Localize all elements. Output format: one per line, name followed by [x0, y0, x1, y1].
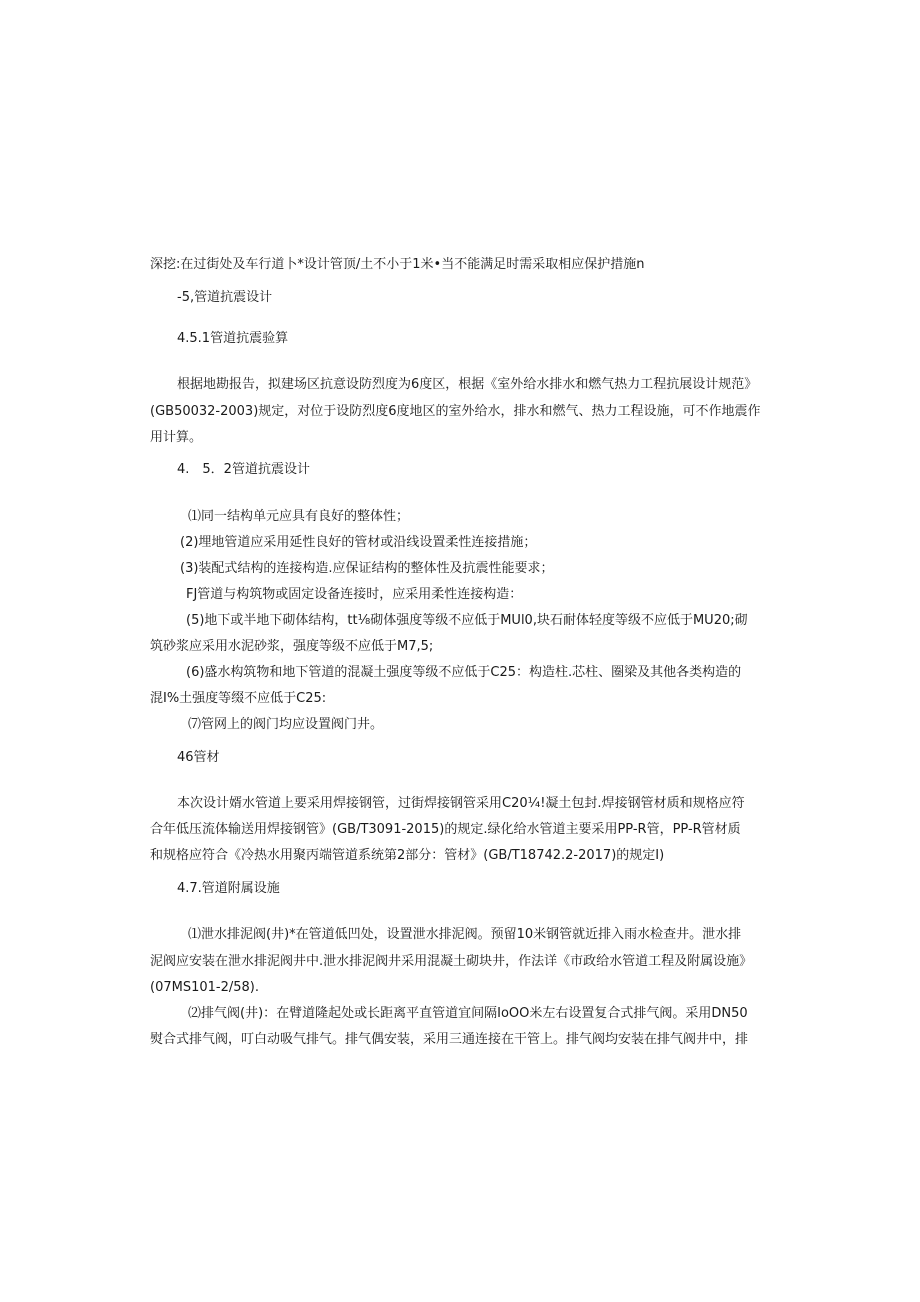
paragraph-line: 合年低压流体输送用焊接钢管》(GB/T3091-2015)的规定.绿化给水管道主要采用PP-R管，PP-R管材质: [150, 822, 741, 837]
paragraph-line: (GB50032-2003)规定，对位于设防烈度6度地区的室外给水，排水和燃气、热力工程设施，可不作地震作: [150, 404, 761, 419]
paragraph-line: 泥阀应安装在泄水排泥阀井中.泄水排泥阀井采用混凝土砌块井，作法详《市政给水管道工程及附属设施》: [150, 954, 753, 969]
list-item: FJ管道与构筑物或固定设备连接时，应采用柔性连接构造：: [186, 587, 523, 602]
list-item-continuation: 筑砂浆应采用水泥砂浆，强度等级不应低于M7,5;: [150, 639, 434, 654]
paragraph-line: 熨合式排气阀，叮白动吸气排气。排气偶安装，采用三通连接在干管上。排气阀均安装在排气阀井中，排: [150, 1032, 749, 1047]
paragraph-line: 本次设计婿水管道上要采用焊接钢管，过街焊接钢管采用C20¼!凝土包封.焊接钢管材质和规格应符: [177, 796, 745, 811]
list-item: (2)埋地管道应采用延性良好的管材或沿线设置柔性连接措施；: [180, 535, 537, 550]
list-item: (5)地下或半地下砌体结构，tt⅛砌体强度等级不应低于MUl0,块石耐体轻度等级不应低于MU20;砌: [186, 613, 748, 628]
paragraph-line: 用计算。: [150, 430, 203, 445]
subsection-heading: 4.5.1管道抗震验算: [177, 331, 289, 346]
text-line: 深挖:在过街处及车行道卜*设计管顶/土不小于1米•当不能满足时需采取相应保护措施n: [150, 257, 645, 272]
section-heading: 46管材: [177, 750, 220, 765]
list-item-continuation: 混I%土强度等缀不应低于C25:: [150, 691, 327, 706]
list-item: (6)盛水构筑物和地下管道的混凝土强度等级不应低于C25：构造柱.芯柱、圈梁及其他各类构造的: [186, 665, 742, 680]
paragraph-line: 和规格应符合《冷热水用聚丙端管道系统第2部分：管材》(GB/T18742.2-2017)的规定I): [150, 848, 665, 863]
paragraph-line: ⑴泄水排泥阀(井)*在管道低凹处，设置泄水排泥阀。预留10米钢管就近排入雨水检查井。泄水排: [188, 927, 742, 942]
paragraph-line: 根据地勘报告，拟建场区抗意设防烈度为6度区，根据《室外给水排水和燃气热力工程抗展设计规范》: [177, 377, 758, 392]
subsection-heading: 4. 5．2管道抗震设计: [177, 462, 310, 477]
section-heading: -5,管道抗震设计: [177, 290, 273, 305]
paragraph-line: (07MS101-2/58).: [150, 980, 259, 995]
section-heading: 4.7.管道附属设施: [177, 881, 280, 896]
list-item: ⑴同一结构单元应具有良好的整体性；: [188, 509, 410, 524]
list-item: (3)装配式结构的连接构造.应保证结构的整体性及抗震性能要求；: [180, 561, 554, 576]
paragraph-line: ⑵排气阀(井)：在臂道隆起处或长距离平直管道宜间隔IoOO米左右设置复合式排气阀。采用DN50: [188, 1006, 748, 1021]
list-item: ⑺管网上的阀门均应设置阀门井。: [188, 717, 384, 732]
